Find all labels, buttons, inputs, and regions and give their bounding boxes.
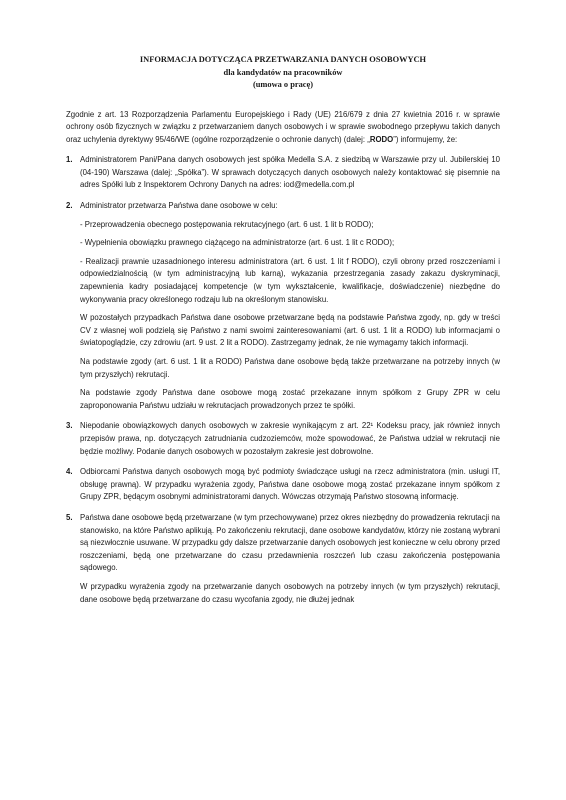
section-number: 3. bbox=[66, 421, 73, 431]
document-title: INFORMACJA DOTYCZĄCA PRZETWARZANIA DANYCH OSOBOWYCH bbox=[139, 55, 427, 64]
section-body bbox=[80, 466, 500, 504]
section-paragraph: - Wypełnienia obowiązku prawnego ciążącego na administratorze (art. 6 ust. 1 lit c RODO); bbox=[80, 238, 395, 248]
section-item bbox=[66, 512, 500, 606]
rodo-abbreviation: RODO bbox=[369, 134, 394, 144]
section-item bbox=[66, 200, 500, 412]
section-paragraph: Odbiorcami Państwa danych osobowych mogą być podmioty świadczące usługi na rzecz administratora (min. usługi IT, obsługę prawną). W przypadku wyrażenia zgody, Państwa dane osobowe mogą zostać przekazane innym spółkom z Grupy ZPR, będącym osobnymi administratorami danych. Wówczas otrzymają Państwo stosowną informację. bbox=[80, 467, 500, 502]
section-number: 5. bbox=[66, 512, 73, 522]
section-body bbox=[80, 200, 500, 412]
section-item bbox=[66, 154, 500, 192]
section-paragraph: W przypadku wyrażenia zgody na przetwarzanie danych osobowych na potrzeby innych (w tym przyszłych) rekrutacji, dane osobowe będą przetwarzane do czasu wycofania zgody, nie dłużej jednak bbox=[80, 581, 500, 604]
section-item bbox=[66, 466, 500, 504]
section-paragraph: - Realizacji prawnie uzasadnionego interesu administratora (art. 6 ust. 1 lit f RODO), czyli obrony przed roszczeniami i odpowiedzialnością (w tym administracyjną lub karną), wykazania przestrzegania zasady zakazu dyskryminacji, zapewnienia kadry posiadającej kompetencje (w tym wykształcenie, kwalifikacje, doświadczenie) niezbędne do wykonywania pracy określonego rodzaju lub na określonym stanowisku. bbox=[80, 256, 500, 304]
section-body bbox=[80, 512, 500, 606]
document-page bbox=[66, 54, 500, 606]
section-paragraph: Administrator przetwarza Państwa dane osobowe w celu: bbox=[80, 201, 278, 211]
section-number: 4. bbox=[66, 467, 73, 477]
section-paragraph: Na podstawie zgody Państwa dane osobowe mogą zostać przekazane innym spółkom z Grupy ZPR w celu zaproponowania Państwu udziału w rekrutacjach prowadzonych przez te spółki. bbox=[80, 388, 500, 410]
section-item bbox=[66, 420, 500, 458]
section-paragraph: Administratorem Pani/Pana danych osobowych jest spółka Medella S.A. z siedzibą w Warszawie przy ul. Jubilerskiej 10 (04-190) Warszawa (dalej: „Spółka”). W sprawach dotyczących danych osobowych należy kontaktować się pisemnie na adres Spółki lub z Inspektorem Ochrony Danych na adres: iod@medella.com.pl bbox=[80, 155, 500, 190]
section-paragraph: Niepodanie obowiązkowych danych osobowych w zakresie wynikającym z art. 22¹ Kodeksu pracy, jak również innych przepisów prawa, np. dotyczących zatrudniania cudzoziemców, może spowodować, że Państwa udział w rekrutacji nie będzie możliwy. Podanie danych osobowych w pozostałym zakresie jest dobrowolne. bbox=[80, 421, 500, 456]
section-paragraph: W pozostałych przypadkach Państwa dane osobowe przetwarzane będą na podstawie Państwa zgody, np. gdy w treści CV z własnej woli podzielą się Państwo z nami swoimi zainteresowaniami (art. 6 ust. 1 lit a RODO) lub informacjami o światopoglądzie, czy zdrowiu (art. 9 ust. 2 lit a RODO). Zastrzegamy jednak, że nie wymagamy takich informacji. bbox=[80, 313, 500, 348]
intro-paragraph: Zgodnie z art. 13 Rozporządzenia Parlamentu Europejskiego i Rady (UE) 216/679 z dnia 27 kwietnia 2016 r. w sprawie ochrony osób fizycznych w związku z przetwarzaniem danych osobowych i w sprawie swobodnego przepływu takich danych oraz uchylenia dyrektywy 95/46/WE (ogólne rozporządzenie o ochronie danych) (dalej: „RODO”) informujemy, że: bbox=[66, 109, 500, 144]
section-paragraph: Na podstawie zgody (art. 6 ust. 1 lit a RODO) Państwa dane osobowe będą także przetwarzane na potrzeby innych (w tym przyszłych) rekrutacji. bbox=[80, 357, 500, 379]
section-body bbox=[80, 420, 500, 458]
section-body bbox=[80, 154, 500, 192]
section-number: 1. bbox=[66, 155, 73, 165]
section-paragraph: Państwa dane osobowe będą przetwarzane (w tym przechowywane) przez okres niezbędny do prowadzenia rekrutacji na stanowisko, na które Państwo aplikują. Po zakończeniu rekrutacji, dane osobowe kandydatów, którzy nie zostaną wybrani są niezwłocznie usuwane. W przypadku gdy dalsze przetwarzanie danych osobowych jest konieczne w celu obrony przed roszczeniami, będą one przetwarzane do czasu przedawnienia roszczeń lub czasu zakończenia postępowania sądowego. bbox=[80, 512, 500, 573]
section-paragraph: - Przeprowadzenia obecnego postępowania rekrutacyjnego (art. 6 ust. 1 lit b RODO); bbox=[80, 219, 374, 229]
document-subtitle-contract: (umowa o pracę) bbox=[252, 80, 313, 89]
document-subtitle: dla kandydatów na pracowników bbox=[223, 67, 343, 77]
section-number: 2. bbox=[66, 201, 73, 211]
sections-list bbox=[66, 154, 500, 606]
